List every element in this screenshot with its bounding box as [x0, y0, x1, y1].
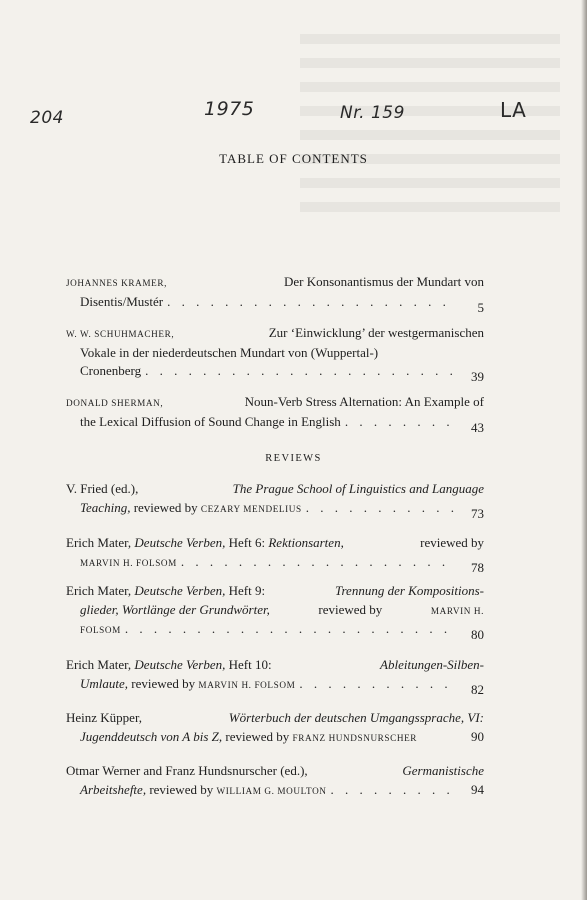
review-book-title-cont: Arbeitshefte, — [80, 781, 147, 797]
review-book-title: Deutsche Verben, — [134, 657, 226, 672]
page-number: 73 — [471, 505, 484, 521]
reviewer-name: FRANZ HUNDSNURSCHER — [292, 732, 418, 743]
review-subtitle: Ableitungen-Silben- — [380, 657, 484, 672]
toc-entry-kramer — [66, 273, 484, 315]
review-book-title: Deutsche Verben, — [134, 535, 226, 550]
leader-dots — [181, 553, 454, 572]
leader-dots — [145, 362, 454, 381]
page-number: 90 — [471, 728, 484, 744]
page-number: 78 — [471, 559, 484, 575]
entry-title: Zur ‘Einwicklung’ der westgermanischen — [268, 325, 484, 340]
entry-title-cont: Cronenberg — [80, 363, 142, 378]
review-author: Erich Mater, — [66, 535, 132, 550]
reviewer-name: CEZARY MENDELIUS — [200, 503, 302, 514]
reviewed-by: reviewed by — [225, 728, 290, 744]
review-heft: Heft 10: — [228, 657, 272, 672]
toc-entry-schuhmacher — [66, 324, 484, 384]
review-book-title: Wörterbuch der deutschen Umgangssprache, VI: — [228, 710, 484, 725]
entry-title-cont: Disentis/Mustér — [80, 293, 164, 309]
review-author: V. Fried (ed.), — [66, 481, 139, 496]
reviewed-by: reviewed by — [133, 499, 198, 515]
review-entry-werner — [66, 762, 484, 800]
review-entry-fried — [66, 480, 484, 521]
page-number: 94 — [471, 781, 484, 797]
leader-dots — [345, 413, 454, 432]
review-author: Erich Mater, — [66, 657, 132, 672]
page-number: 39 — [471, 369, 484, 384]
entry-title: Der Konsonantismus der Mundart von — [283, 274, 484, 289]
toc-entry-sherman — [66, 393, 484, 435]
page-number: 43 — [471, 419, 484, 435]
leader-dots — [306, 499, 454, 518]
review-book-title: Germanistische — [402, 763, 484, 778]
toc-title: TABLE OF CONTENTS — [219, 151, 368, 166]
entry-title-cont: the Lexical Diffusion of Sound Change in English — [80, 413, 341, 429]
handwritten-year: 1975 — [204, 98, 255, 120]
entry-author: JOHANNES KRAMER, — [66, 278, 167, 288]
reviewer-name: FOLSOM — [80, 625, 121, 635]
entry-title-cont: Vokale in der niederdeutschen Mundart von (Wuppertal-) — [80, 344, 379, 360]
review-heft: Heft 9: — [228, 583, 266, 598]
reviewed-by: reviewed by — [318, 601, 383, 617]
reviewed-by: reviewed by — [149, 781, 214, 797]
leader-dots — [331, 781, 454, 800]
review-subtitle-cont: glieder, Wortlänge der Grundwörter, — [80, 601, 270, 617]
review-subtitle: Rektionsarten, — [268, 535, 344, 550]
entry-author: W. W. SCHUHMACHER, — [66, 329, 175, 339]
reviewer-name: MARVIN H. FOLSOM — [198, 679, 296, 690]
reviews-heading: REVIEWS — [265, 453, 322, 464]
review-book-title: The Prague School of Linguistics and Language — [232, 481, 484, 496]
leader-dots — [299, 675, 454, 694]
page-number: 80 — [471, 627, 484, 642]
handwritten-number: Nr. 159 — [340, 103, 405, 123]
review-entry-mater-6 — [66, 534, 484, 575]
leader-dots — [167, 293, 454, 312]
review-book-title: Deutsche Verben, — [134, 583, 226, 598]
entry-title: Noun-Verb Stress Alternation: An Example of — [244, 394, 484, 409]
handwritten-initials: LA — [500, 98, 527, 122]
review-subtitle: Trennung der Kompositions- — [334, 583, 484, 598]
review-entry-mater-10 — [66, 656, 484, 697]
review-entry-kupper — [66, 709, 484, 747]
handwritten-note-left: 204 — [30, 108, 64, 128]
reviewer-name: WILLIAM G. MOULTON — [216, 785, 327, 796]
page-edge — [581, 0, 587, 900]
page-number: 5 — [477, 299, 484, 315]
reviewer-name-part: MARVIN H. — [430, 605, 484, 616]
reviewed-by: reviewed by — [420, 535, 484, 550]
reviewer-name: MARVIN H. FOLSOM — [80, 557, 177, 568]
entry-author: DONALD SHERMAN, — [66, 398, 164, 408]
leader-dots — [125, 620, 454, 639]
review-heft: Heft 6: — [228, 535, 266, 550]
bleed-through — [300, 20, 560, 280]
review-subtitle-cont: Umlaute, — [80, 675, 129, 691]
review-author: Otmar Werner and Franz Hundsnurscher (ed.), — [66, 763, 308, 778]
review-author: Erich Mater, — [66, 583, 132, 598]
reviewed-by: reviewed by — [131, 675, 196, 691]
review-entry-mater-9 — [66, 582, 484, 640]
page-number: 82 — [471, 681, 484, 697]
review-author: Heinz Küpper, — [66, 710, 143, 725]
review-book-title-cont: Teaching, — [80, 499, 131, 515]
review-book-title-cont: Jugenddeutsch von A bis Z, — [80, 728, 223, 744]
